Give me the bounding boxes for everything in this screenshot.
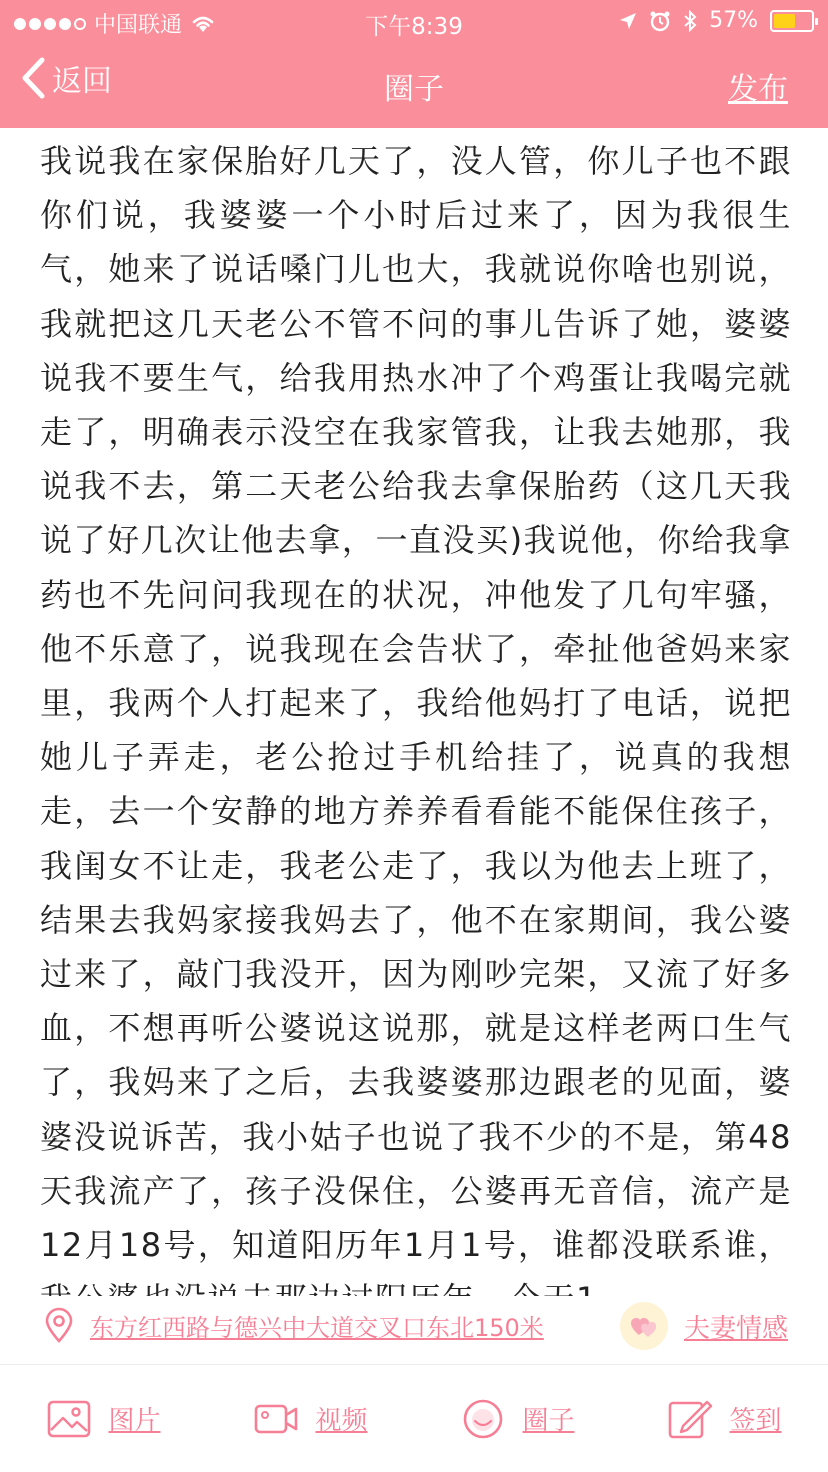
checkin-icon bbox=[667, 1398, 713, 1440]
video-label: 视频 bbox=[315, 1406, 368, 1436]
circle-label: 圈子 bbox=[522, 1406, 575, 1436]
location-link[interactable] bbox=[44, 1308, 544, 1343]
meta-row bbox=[0, 1296, 828, 1362]
topic-tag[interactable] bbox=[620, 1302, 788, 1350]
alarm-icon bbox=[649, 10, 671, 32]
video-icon bbox=[253, 1398, 299, 1440]
status-time: 下午8:39 bbox=[365, 14, 463, 40]
location-text: 东方红西路与德兴中大道交叉口东北150米 bbox=[90, 1314, 544, 1342]
battery-percent: 57% bbox=[709, 8, 758, 33]
bluetooth-icon bbox=[683, 10, 697, 32]
video-button[interactable] bbox=[207, 1365, 414, 1472]
circle-button[interactable] bbox=[414, 1365, 621, 1472]
bottom-toolbar bbox=[0, 1365, 828, 1472]
status-bar bbox=[0, 0, 828, 42]
checkin-button[interactable] bbox=[621, 1365, 828, 1472]
tag-label: 夫妻情感 bbox=[683, 1313, 788, 1344]
back-label: 返回 bbox=[52, 64, 112, 99]
publish-button[interactable]: 发布 bbox=[728, 72, 788, 107]
circle-icon bbox=[460, 1398, 506, 1440]
image-button[interactable] bbox=[0, 1365, 207, 1472]
top-bar bbox=[0, 0, 828, 128]
location-arrow-icon bbox=[619, 12, 637, 30]
page-title: 圈子 bbox=[384, 72, 444, 107]
checkin-label: 签到 bbox=[729, 1406, 782, 1436]
hearts-icon bbox=[620, 1302, 668, 1350]
post-content-area[interactable] bbox=[40, 134, 792, 1296]
nav-bar bbox=[0, 42, 828, 128]
image-label: 图片 bbox=[108, 1406, 161, 1436]
location-pin-icon bbox=[44, 1309, 74, 1343]
battery-level bbox=[774, 14, 795, 28]
image-icon bbox=[46, 1398, 92, 1440]
post-body-text[interactable]: 我说我在家保胎好几天了，没人管，你儿子也不跟你们说，我婆婆一个小时后过来了，因为我很生气，她来了说话嗓门儿也大，我就说你啥也别说，我就把这几天老公不管不问的事儿告诉了她，婆婆说我不要生气，给我用热水冲了个鸡蛋让我喝完就走了，明确表示没空在我家管我，让我去她那，我说我不去，第二天老公给我去拿保胎药（这几天我说了好几次让他去拿，一直没买)我说他，你给我拿药也不先问问我现在的状况，冲他发了几句牢骚，他不乐意了，说我现在会告状了，牵扯他爸妈来家里，我两个人打起来了，我给他妈打了电话，说把她儿子弄走，老公抢过手机给挂了，说真的我想走，去一个安静的地方养养看看能不能保住孩子，我闺女不让走，我老公走了，我以为他去上班了，结果去我妈家接我妈去了，他不在家期间，我公婆过来了，敲门我没开，因为刚吵完架，又流了好多血，不想再听公婆说这说那，就是这样老两口生气了，我妈来了之后，去我婆婆那边跟老的见面，婆婆没说诉苦，我小姑子也说了我不少的不是，第48天我流产了，孩子没保住，公婆再无音信，流产是12月18号，知道阳历年1月1号，谁都没联系谁， bbox=[40, 142, 792, 1265]
battery-icon bbox=[770, 10, 814, 32]
carrier-name: 中国联通 bbox=[94, 13, 183, 38]
